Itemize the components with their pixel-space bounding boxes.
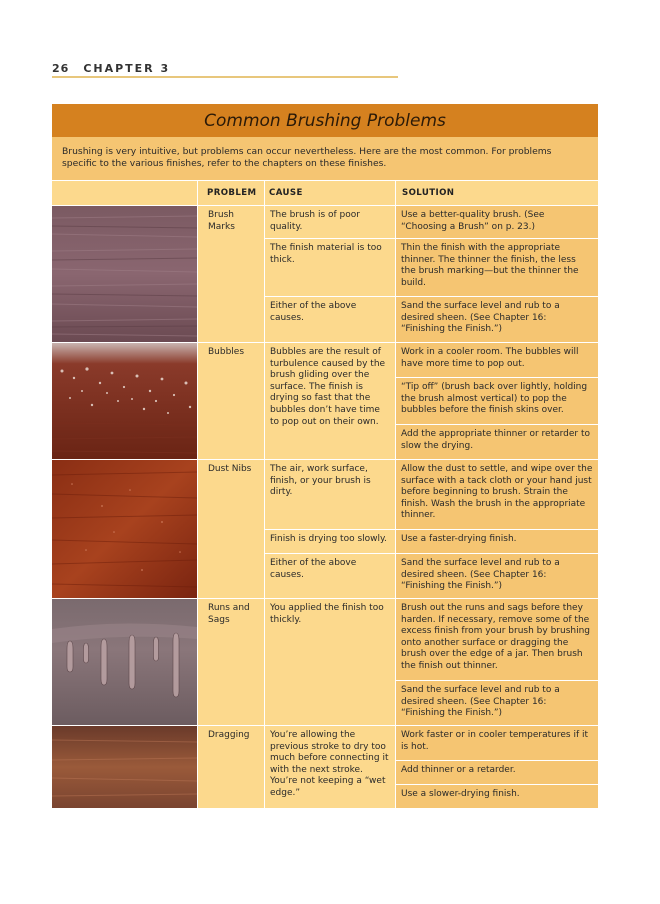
cause-cell: The air, work surface, finish, or your brush is dirty. <box>265 460 395 529</box>
problem-bubbles: Bubbles <box>198 343 264 459</box>
solution-cell: Use a better-quality brush. (See “Choosing a Brush” on p. 23.) <box>396 206 598 238</box>
cause-cell: The brush is of poor quality. <box>265 206 395 238</box>
cause-cell: Bubbles are the result of turbulence caused by the brush gliding over the surface. The finish is drying so fast that the bubbles don’t have time to pop out on their own. <box>265 343 395 459</box>
runs-and-sags-photo <box>52 599 197 725</box>
solution-cell: Sand the surface level and rub to a desired sheen. (See Chapter 16: “Finishing the Finish.”) <box>396 297 598 342</box>
solution-cell: Work faster or in cooler temperatures if it is hot. <box>396 726 598 760</box>
header-image-cell <box>52 181 197 205</box>
dust-nibs-photo <box>52 460 197 598</box>
bubbles-photo <box>52 343 197 459</box>
header-rule <box>52 76 398 78</box>
page-title: Common Brushing Problems <box>204 110 446 131</box>
chapter-label: CHAPTER 3 <box>83 62 171 75</box>
solution-cell: Allow the dust to settle, and wipe over the surface with a tack cloth or your hand just before beginning to brush. Strain the finish. Wash the brush in the appropriate thinner. <box>396 460 598 529</box>
cause-cell: The finish material is too thick. <box>265 239 395 296</box>
solution-cell: Brush out the runs and sags before they harden. If necessary, remove some of the excess finish from your brush by brushing onto another surface or dragging the brush over the edge of a jar. Then brush the finish out thinner. <box>396 599 598 680</box>
solution-cell: Add the appropriate thinner or retarder to slow the drying. <box>396 425 598 459</box>
cause-cell: Either of the above causes. <box>265 297 395 342</box>
header-solution: SOLUTION <box>396 181 598 205</box>
cause-cell: You applied the finish too thickly. <box>265 599 395 725</box>
problem-brush-marks: Brush Marks <box>198 206 264 342</box>
solution-cell: Add thinner or a retarder. <box>396 761 598 784</box>
running-head <box>52 62 170 75</box>
dragging-photo <box>52 726 197 808</box>
header-cause: CAUSE <box>265 181 395 205</box>
solution-cell: Thin the finish with the appropriate thinner. The thinner the finish, the less the brush marking—but the thinner the build. <box>396 239 598 296</box>
cause-cell: You’re allowing the previous stroke to dry too much before connecting it with the next stroke. You’re not keeping a “wet edge.” <box>265 726 395 808</box>
header-problem: PROBLEM <box>198 181 264 205</box>
title-bar <box>52 104 598 137</box>
problem-runs-and-sags: Runs and Sags <box>198 599 264 725</box>
problem-dust-nibs: Dust Nibs <box>198 460 264 598</box>
solution-cell: Sand the surface level and rub to a desired sheen. (See Chapter 16: “Finishing the Finish.”) <box>396 554 598 598</box>
solution-cell: Sand the surface level and rub to a desired sheen. (See Chapter 16: “Finishing the Finish.”) <box>396 681 598 725</box>
cause-cell: Finish is drying too slowly. <box>265 530 395 553</box>
problem-dragging: Dragging <box>198 726 264 808</box>
solution-cell: “Tip off” (brush back over lightly, holding the brush almost vertical) to pop the bubbles before the finish skins over. <box>396 378 598 424</box>
page-number: 26 <box>52 62 70 75</box>
intro-text: Brushing is very intuitive, but problems can occur nevertheless. Here are the most common. For problems specific to the various finishes, refer to the chapters on these finishes. <box>52 137 598 180</box>
solution-cell: Use a slower-drying finish. <box>396 785 598 808</box>
solution-cell: Use a faster-drying finish. <box>396 530 598 553</box>
brush-marks-photo <box>52 206 197 342</box>
cause-cell: Either of the above causes. <box>265 554 395 598</box>
solution-cell: Work in a cooler room. The bubbles will have more time to pop out. <box>396 343 598 377</box>
